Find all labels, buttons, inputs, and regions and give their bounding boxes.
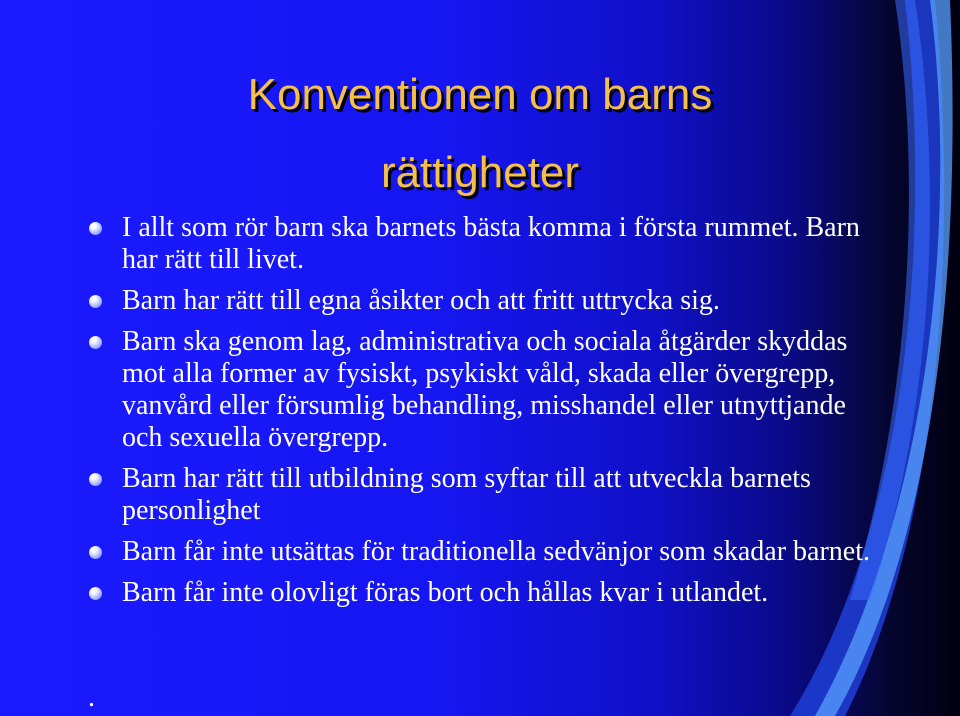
bullet-item <box>89 285 889 317</box>
stray-period-text: . <box>88 682 95 713</box>
bullet-item <box>89 536 889 568</box>
bullet-text: I allt som rör barn ska barnets bästa komma i första rummet. Barn har rätt till livet. <box>122 212 860 275</box>
bullet-item <box>89 212 889 276</box>
bullet-dot-icon <box>89 222 102 235</box>
bullet-dot-icon <box>89 587 102 600</box>
title-line-2: rättigheter <box>380 148 580 197</box>
bullet-dot-icon <box>89 295 102 308</box>
bullet-item <box>89 326 889 454</box>
bullet-dot-icon <box>89 546 102 559</box>
bullet-item <box>89 577 889 609</box>
bullet-list <box>89 212 889 618</box>
title-line-1: Konventionen om barns <box>247 70 713 119</box>
bullet-dot-icon <box>89 336 102 349</box>
bullet-text: Barn har rätt till utbildning som syftar till att utveckla barnets personlighet <box>122 463 811 526</box>
bullet-dot-icon <box>89 473 102 486</box>
bullet-text: Barn har rätt till egna åsikter och att fritt uttrycka sig. <box>122 285 720 316</box>
slide-title <box>150 56 810 212</box>
bullet-text: Barn ska genom lag, administrativa och sociala åtgärder skyddas mot alla former av fysiskt, psykiskt våld, skada eller övergrepp, vanvård eller försumlig behandling, misshandel eller utnyttjande och sexuella övergrepp. <box>122 326 848 453</box>
bullet-text: Barn får inte olovligt föras bort och hållas kvar i utlandet. <box>122 577 769 608</box>
bullet-item <box>89 463 889 527</box>
bullet-text: Barn får inte utsättas för traditionella sedvänjor som skadar barnet. <box>122 536 870 567</box>
